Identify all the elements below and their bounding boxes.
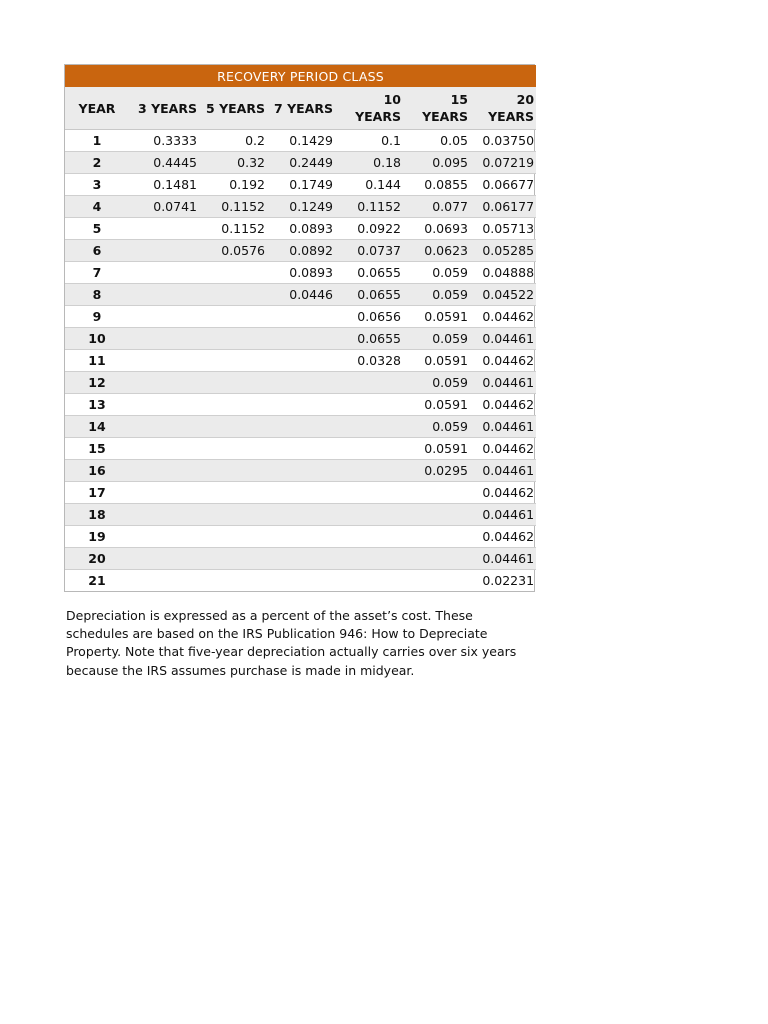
year-cell: 15 <box>65 438 129 460</box>
ten-year-cell: 0.144 <box>335 174 403 196</box>
five-year-cell <box>199 548 267 570</box>
year-cell: 10 <box>65 328 129 350</box>
ten-year-cell: 0.0655 <box>335 262 403 284</box>
fifteen-year-cell: 0.059 <box>403 372 470 394</box>
table-row <box>65 460 536 482</box>
column-header-year: YEAR <box>65 87 129 130</box>
ten-year-cell: 0.1 <box>381 133 401 148</box>
fifteen-year-cell: 0.0591 <box>403 394 470 416</box>
twenty-year-cell: 0.04462 <box>470 350 536 372</box>
seven-year-cell: 0.0892 <box>267 240 335 262</box>
column-header-5-years: 5 YEARS <box>199 87 267 130</box>
seven-year-cell: 0.0893 <box>267 262 335 284</box>
three-year-cell <box>129 218 199 240</box>
seven-year-cell: 0.1249 <box>267 196 335 218</box>
seven-year-cell <box>267 548 335 570</box>
seven-year-cell <box>267 482 335 504</box>
three-year-cell: 0.3333 <box>153 133 197 148</box>
seven-year-cell: 0.1429 <box>289 133 333 148</box>
year-cell: 16 <box>65 460 129 482</box>
fifteen-year-cell: 0.059 <box>403 416 470 438</box>
three-year-cell <box>129 372 199 394</box>
twenty-year-cell: 0.04462 <box>470 306 536 328</box>
table-row <box>65 526 536 548</box>
five-year-cell <box>199 570 267 592</box>
year-cell: 7 <box>65 262 129 284</box>
three-year-cell <box>129 262 199 284</box>
table-row <box>65 130 536 152</box>
seven-year-cell <box>267 328 335 350</box>
five-year-cell: 0.192 <box>199 174 267 196</box>
depreciation-table <box>65 65 536 591</box>
twenty-year-cell: 0.04522 <box>470 284 536 306</box>
year-cell: 2 <box>65 152 129 174</box>
three-year-cell <box>129 504 199 526</box>
year-cell: 18 <box>65 504 129 526</box>
fifteen-year-cell: 0.059 <box>403 328 470 350</box>
five-year-cell <box>199 460 267 482</box>
twenty-year-cell: 0.04888 <box>470 262 536 284</box>
three-year-cell <box>129 284 199 306</box>
fifteen-year-cell: 0.0591 <box>403 438 470 460</box>
five-year-cell <box>199 306 267 328</box>
fifteen-year-cell: 0.0591 <box>403 306 470 328</box>
twenty-year-cell: 0.06177 <box>470 196 536 218</box>
seven-year-cell: 0.0893 <box>267 218 335 240</box>
ten-year-cell: 0.0922 <box>335 218 403 240</box>
depreciation-table-container <box>64 64 535 592</box>
fifteen-year-cell: 0.0591 <box>403 350 470 372</box>
three-year-cell <box>129 548 199 570</box>
twenty-year-cell: 0.06677 <box>470 174 536 196</box>
fifteen-year-cell: 0.0693 <box>403 218 470 240</box>
twenty-year-cell: 0.04461 <box>470 548 536 570</box>
table-row <box>65 350 536 372</box>
ten-year-cell <box>335 372 403 394</box>
three-year-cell <box>129 328 199 350</box>
year-cell: 21 <box>65 570 129 592</box>
seven-year-cell <box>267 350 335 372</box>
table-row <box>65 240 536 262</box>
five-year-cell <box>199 504 267 526</box>
five-year-cell <box>199 328 267 350</box>
ten-year-cell <box>335 526 403 548</box>
column-header-7-years: 7 YEARS <box>267 87 335 130</box>
year-cell: 20 <box>65 548 129 570</box>
ten-year-cell <box>335 438 403 460</box>
seven-year-cell <box>267 570 335 592</box>
year-cell: 5 <box>65 218 129 240</box>
three-year-cell <box>129 350 199 372</box>
twenty-year-cell: 0.04462 <box>470 394 536 416</box>
year-cell: 9 <box>65 306 129 328</box>
seven-year-cell <box>267 438 335 460</box>
ten-year-cell: 0.0656 <box>335 306 403 328</box>
twenty-year-cell: 0.07219 <box>470 152 536 174</box>
seven-year-cell <box>267 306 335 328</box>
table-banner: RECOVERY PERIOD CLASS <box>65 65 536 87</box>
table-row <box>65 328 536 350</box>
table-row <box>65 262 536 284</box>
year-cell: 11 <box>65 350 129 372</box>
fifteen-year-cell <box>403 548 470 570</box>
ten-year-cell: 0.0655 <box>335 328 403 350</box>
three-year-cell <box>129 394 199 416</box>
five-year-cell: 0.0576 <box>199 240 267 262</box>
three-year-cell <box>129 460 199 482</box>
table-row <box>65 306 536 328</box>
fifteen-year-cell <box>403 570 470 592</box>
five-year-cell: 0.1152 <box>199 218 267 240</box>
table-row <box>65 438 536 460</box>
table-row <box>65 416 536 438</box>
fifteen-year-cell: 0.0855 <box>403 174 470 196</box>
five-year-cell <box>199 262 267 284</box>
table-row <box>65 196 536 218</box>
ten-year-cell <box>335 548 403 570</box>
three-year-cell <box>129 526 199 548</box>
year-cell: 4 <box>65 196 129 218</box>
ten-year-cell: 0.0737 <box>335 240 403 262</box>
seven-year-cell <box>267 372 335 394</box>
fifteen-year-cell: 0.095 <box>403 152 470 174</box>
twenty-year-cell: 0.04461 <box>470 460 536 482</box>
ten-year-cell: 0.1152 <box>335 196 403 218</box>
table-row <box>65 152 536 174</box>
three-year-cell <box>129 240 199 262</box>
fifteen-year-cell: 0.077 <box>403 196 470 218</box>
ten-year-cell <box>335 482 403 504</box>
table-row <box>65 372 536 394</box>
year-cell: 8 <box>65 284 129 306</box>
fifteen-year-cell <box>403 526 470 548</box>
seven-year-cell <box>267 394 335 416</box>
table-row <box>65 504 536 526</box>
seven-year-cell <box>267 416 335 438</box>
twenty-year-cell: 0.04461 <box>470 416 536 438</box>
table-row <box>65 284 536 306</box>
year-cell: 13 <box>65 394 129 416</box>
year-cell: 6 <box>65 240 129 262</box>
three-year-cell: 0.4445 <box>129 152 199 174</box>
table-body <box>65 130 536 592</box>
table-caption: Depreciation is expressed as a percent of the asset’s cost. These schedules are based on the IRS Publication 946: How to Depreciate Property. Note that five-year depreciation actually carries over six years because the IRS assumes purchase is made in midyear. <box>66 608 517 678</box>
five-year-cell <box>199 284 267 306</box>
column-header-20-years: 20 YEARS <box>470 87 536 130</box>
five-year-cell <box>199 526 267 548</box>
twenty-year-cell: 0.05713 <box>470 218 536 240</box>
table-row <box>65 548 536 570</box>
fifteen-year-cell <box>403 504 470 526</box>
fifteen-year-cell: 0.059 <box>403 284 470 306</box>
ten-year-cell <box>335 570 403 592</box>
ten-year-cell <box>335 416 403 438</box>
ten-year-cell: 0.18 <box>335 152 403 174</box>
twenty-year-cell: 0.05285 <box>470 240 536 262</box>
three-year-cell: 0.1481 <box>129 174 199 196</box>
table-row <box>65 570 536 592</box>
seven-year-cell: 0.0446 <box>267 284 335 306</box>
twenty-year-cell: 0.02231 <box>470 570 536 592</box>
fifteen-year-cell <box>403 482 470 504</box>
table-header-row <box>65 87 536 130</box>
table-row <box>65 218 536 240</box>
three-year-cell <box>129 306 199 328</box>
fifteen-year-cell: 0.05 <box>440 133 468 148</box>
five-year-cell <box>199 350 267 372</box>
three-year-cell <box>129 482 199 504</box>
column-header-3-years: 3 YEARS <box>129 87 199 130</box>
five-year-cell: 0.1152 <box>199 196 267 218</box>
five-year-cell <box>199 438 267 460</box>
seven-year-cell: 0.2449 <box>267 152 335 174</box>
five-year-cell <box>199 372 267 394</box>
ten-year-cell: 0.0328 <box>335 350 403 372</box>
seven-year-cell <box>267 526 335 548</box>
five-year-cell: 0.2 <box>245 133 265 148</box>
fifteen-year-cell: 0.0623 <box>403 240 470 262</box>
three-year-cell: 0.0741 <box>129 196 199 218</box>
twenty-year-cell: 0.04462 <box>470 438 536 460</box>
five-year-cell <box>199 482 267 504</box>
year-cell: 17 <box>65 482 129 504</box>
year-cell: 14 <box>65 416 129 438</box>
column-header-15-years: 15 YEARS <box>403 87 470 130</box>
seven-year-cell <box>267 460 335 482</box>
twenty-year-cell: 0.03750 <box>482 133 535 148</box>
five-year-cell <box>199 416 267 438</box>
year-cell: 19 <box>65 526 129 548</box>
twenty-year-cell: 0.04461 <box>470 328 536 350</box>
year-cell: 3 <box>65 174 129 196</box>
year-cell: 1 <box>92 133 102 148</box>
table-row <box>65 174 536 196</box>
twenty-year-cell: 0.04462 <box>470 482 536 504</box>
three-year-cell <box>129 438 199 460</box>
table-row <box>65 394 536 416</box>
five-year-cell: 0.32 <box>199 152 267 174</box>
fifteen-year-cell: 0.0295 <box>403 460 470 482</box>
year-cell: 12 <box>65 372 129 394</box>
seven-year-cell <box>267 504 335 526</box>
ten-year-cell: 0.0655 <box>335 284 403 306</box>
five-year-cell <box>199 394 267 416</box>
table-row <box>65 482 536 504</box>
ten-year-cell <box>335 394 403 416</box>
twenty-year-cell: 0.04461 <box>470 504 536 526</box>
twenty-year-cell: 0.04462 <box>470 526 536 548</box>
fifteen-year-cell: 0.059 <box>403 262 470 284</box>
twenty-year-cell: 0.04461 <box>470 372 536 394</box>
three-year-cell <box>129 570 199 592</box>
seven-year-cell: 0.1749 <box>267 174 335 196</box>
ten-year-cell <box>335 460 403 482</box>
three-year-cell <box>129 416 199 438</box>
column-header-10-years: 10 YEARS <box>335 87 403 130</box>
ten-year-cell <box>335 504 403 526</box>
